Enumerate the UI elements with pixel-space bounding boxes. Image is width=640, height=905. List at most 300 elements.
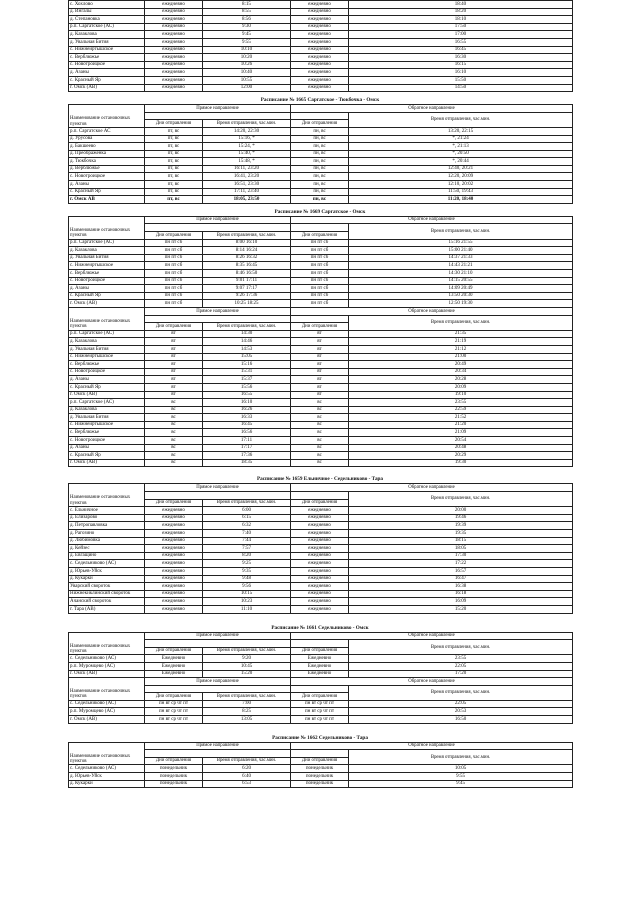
stop-cell: д. Степановка bbox=[69, 16, 145, 24]
stop-cell: р.п. Саргатское АС bbox=[69, 127, 145, 135]
table-row bbox=[69, 414, 573, 422]
table-row bbox=[69, 181, 573, 189]
table-row bbox=[69, 31, 573, 39]
back-days-cell: ежедневно bbox=[291, 8, 349, 16]
forward-days-cell: вс bbox=[145, 406, 203, 414]
stop-cell: с. Красный Яр bbox=[69, 76, 145, 84]
back-days-cell: пн пт сб bbox=[291, 285, 349, 293]
forward-direction-header: Прямое направление bbox=[145, 307, 291, 315]
back-direction-header: Обратное направление bbox=[291, 632, 573, 640]
forward-days-header: Дни отправления bbox=[145, 323, 203, 331]
forward-time-cell: 9:35 bbox=[203, 567, 291, 575]
back-time-cell: 15:00 21:40 bbox=[349, 247, 573, 255]
back-days-cell: ежедневно bbox=[291, 530, 349, 538]
schedule-table-1662 bbox=[68, 742, 573, 789]
stop-cell: д. Азаны bbox=[69, 69, 145, 77]
table-row bbox=[69, 708, 573, 716]
table-row bbox=[69, 376, 573, 384]
back-days-cell: пн, вс bbox=[291, 165, 349, 173]
back-time-cell: 18:10 bbox=[349, 16, 573, 24]
back-time-cell: 14:09 20:49 bbox=[349, 285, 573, 293]
stop-cell: г. Омск (АВ) bbox=[69, 84, 145, 92]
table-row bbox=[69, 383, 573, 391]
back-time-cell: 14:43 21:21 bbox=[349, 262, 573, 270]
back-days-cell: пн пт сб bbox=[291, 247, 349, 255]
table-row bbox=[69, 188, 573, 196]
table-row bbox=[69, 507, 573, 515]
back-time-cell: 20:28 bbox=[349, 376, 573, 384]
header-spacer bbox=[145, 750, 291, 758]
forward-time-cell: 16:11, 23:20 bbox=[203, 165, 291, 173]
back-time-cell: 18:05 bbox=[349, 545, 573, 553]
back-days-cell: ежедневно bbox=[291, 583, 349, 591]
stop-cell: д. Преображенка bbox=[69, 150, 145, 158]
table-row bbox=[69, 285, 573, 293]
header-spacer bbox=[145, 492, 291, 500]
forward-time-cell: 9:20 bbox=[203, 655, 291, 663]
schedule-table-1661 bbox=[68, 632, 573, 724]
schedule-title-1662: Расписание № 1662 Седельниково - Тара bbox=[272, 734, 368, 741]
stop-cell: д. Кукарки bbox=[69, 575, 145, 583]
forward-days-cell: ежедневно bbox=[145, 84, 203, 92]
back-direction-header: Обратное направление bbox=[291, 742, 573, 750]
forward-time-cell: 9:01 17:11 bbox=[203, 277, 291, 285]
forward-direction-header: Прямое направление bbox=[145, 105, 291, 113]
back-time-cell: 21:19 bbox=[349, 338, 573, 346]
forward-days-cell: ежедневно bbox=[145, 61, 203, 69]
stop-cell: с. Красный Яр bbox=[69, 188, 145, 196]
back-time-cell: 12:40, 20:21 bbox=[349, 165, 573, 173]
stop-cell: с. Нижнеиртышское bbox=[69, 262, 145, 270]
table-row bbox=[69, 262, 573, 270]
schedule-title-1669: Расписание № 1669 Саргатское - Омск bbox=[274, 208, 366, 215]
back-days-cell: понедельник bbox=[291, 765, 349, 773]
back-days-cell: ежедневно bbox=[291, 514, 349, 522]
forward-direction-header: Прямое направление bbox=[145, 216, 291, 224]
back-days-cell: вс bbox=[291, 421, 349, 429]
forward-days-cell: вт bbox=[145, 361, 203, 369]
back-days-cell: вт bbox=[291, 338, 349, 346]
back-time-cell: 14:30 21:10 bbox=[349, 270, 573, 278]
back-days-cell: ежедневно bbox=[291, 545, 349, 553]
back-time-cell: 15:16 21:55 bbox=[349, 239, 573, 247]
forward-time-cell: 10:10 bbox=[203, 46, 291, 54]
forward-time-cell: 9:26 17:36 bbox=[203, 292, 291, 300]
back-time-cell: 22:05 bbox=[349, 700, 573, 708]
forward-days-cell: Ежедневно bbox=[145, 662, 203, 670]
stop-column-header: Наименование остановочных пунктов bbox=[69, 307, 145, 330]
stop-cell: р.п. Муромцево (АС) bbox=[69, 662, 145, 670]
forward-days-cell: пн пт сб bbox=[145, 285, 203, 293]
table-row bbox=[69, 437, 573, 445]
stop-cell: д. Кейзес bbox=[69, 545, 145, 553]
back-days-cell: вт bbox=[291, 345, 349, 353]
table-row bbox=[69, 158, 573, 166]
forward-time-cell: 15:24, * bbox=[203, 143, 291, 151]
header-spacer bbox=[145, 315, 291, 323]
stop-cell: д. Казаклова bbox=[69, 406, 145, 414]
back-time-cell: 14:50 bbox=[349, 84, 573, 92]
forward-time-cell: 8:46 16:50 bbox=[203, 270, 291, 278]
forward-time-cell: 15:40, * bbox=[203, 150, 291, 158]
header-row bbox=[69, 632, 573, 640]
table-row bbox=[69, 38, 573, 46]
stop-cell: д. Юрьев-Уйск bbox=[69, 567, 145, 575]
back-days-cell: вт bbox=[291, 368, 349, 376]
table-row bbox=[69, 530, 573, 538]
stop-cell: г. Омск (АВ) bbox=[69, 459, 145, 467]
forward-time-cell: 18:05, 23:50 bbox=[203, 196, 291, 204]
forward-time-header: Время отправления, час.мин. bbox=[203, 323, 291, 331]
back-days-cell: вт bbox=[291, 383, 349, 391]
header-row bbox=[69, 112, 573, 120]
stop-cell: д. Ингалы bbox=[69, 8, 145, 16]
forward-days-header: Дни отправления bbox=[145, 120, 203, 128]
stop-cell: с. Новотроицкое bbox=[69, 61, 145, 69]
forward-time-cell: 9:56 bbox=[203, 583, 291, 591]
back-days-cell: вт bbox=[291, 391, 349, 399]
back-time-cell: 16:57 bbox=[349, 567, 573, 575]
back-time-header: Время отправления, час.мин. bbox=[349, 224, 573, 239]
back-days-cell: пн, вс bbox=[291, 143, 349, 151]
back-days-cell: ежедневно bbox=[291, 560, 349, 568]
forward-time-cell: 7:40 bbox=[203, 530, 291, 538]
back-days-cell: пн, вс bbox=[291, 196, 349, 204]
back-time-cell: *, 21:13 bbox=[349, 143, 573, 151]
header-spacer bbox=[291, 685, 349, 693]
back-days-cell: понедельник bbox=[291, 773, 349, 781]
stop-cell: с. Ельничное bbox=[69, 507, 145, 515]
schedule-title-1659: Расписание № 1659 Ельничное - Седельниково - Тара bbox=[256, 476, 384, 483]
stop-cell: с. Верблюжье bbox=[69, 54, 145, 62]
back-days-cell: ежедневно bbox=[291, 54, 349, 62]
stop-column-header: Наименование остановочных пунктов bbox=[69, 216, 145, 239]
back-days-cell: ежедневно bbox=[291, 522, 349, 530]
back-days-cell: вс bbox=[291, 444, 349, 452]
table-row bbox=[69, 61, 573, 69]
back-days-cell: ежедневно bbox=[291, 23, 349, 31]
back-days-cell: вс bbox=[291, 429, 349, 437]
forward-time-cell: 16:51, 23:30 bbox=[203, 181, 291, 189]
back-days-cell: ежедневно bbox=[291, 16, 349, 24]
stop-cell: д. Евгащино bbox=[69, 552, 145, 560]
table-row bbox=[69, 196, 573, 204]
stop-cell: с. Верблюжье bbox=[69, 429, 145, 437]
forward-days-cell: понедельник bbox=[145, 765, 203, 773]
back-days-cell: ежедневно bbox=[291, 38, 349, 46]
forward-days-cell: ежедневно bbox=[145, 8, 203, 16]
forward-days-cell: пн пт сб bbox=[145, 239, 203, 247]
stop-cell: д. Любимовка bbox=[69, 537, 145, 545]
back-days-header: Дни отправления bbox=[291, 499, 349, 507]
schedule-title-1661: Расписание № 1661 Седельниково - Омск bbox=[271, 624, 369, 631]
forward-days-cell: ежедневно bbox=[145, 605, 203, 613]
back-days-cell: пн, вс bbox=[291, 173, 349, 181]
back-time-cell: 21:09 bbox=[349, 429, 573, 437]
back-time-cell: 16:38 bbox=[349, 583, 573, 591]
forward-time-cell: 8:20 bbox=[203, 552, 291, 560]
back-time-cell: 19:39 bbox=[349, 522, 573, 530]
forward-time-cell: 15:05 bbox=[203, 353, 291, 361]
stop-cell: г. Омск (АВ) bbox=[69, 716, 145, 724]
back-days-cell: вт bbox=[291, 361, 349, 369]
header-spacer bbox=[291, 750, 349, 758]
forward-time-cell: 9:30 bbox=[203, 23, 291, 31]
back-days-cell: вс bbox=[291, 459, 349, 467]
table-row bbox=[69, 765, 573, 773]
forward-days-header: Дни отправления bbox=[145, 757, 203, 765]
back-days-cell: ежедневно bbox=[291, 567, 349, 575]
stop-cell: с. Нижнеиртышское bbox=[69, 421, 145, 429]
back-time-cell: 16:09 bbox=[349, 598, 573, 606]
forward-days-cell: пт, вс bbox=[145, 181, 203, 189]
forward-time-header: Время отправления, час.мин. bbox=[203, 499, 291, 507]
forward-days-cell: ежедневно bbox=[145, 1, 203, 9]
forward-time-cell: 8:35 16:45 bbox=[203, 262, 291, 270]
back-days-header: Дни отправления bbox=[291, 693, 349, 701]
back-time-cell: 20:29 bbox=[349, 452, 573, 460]
table-row bbox=[69, 537, 573, 545]
back-time-cell: 16:15 bbox=[349, 61, 573, 69]
header-spacer bbox=[145, 685, 291, 693]
forward-days-cell: вс bbox=[145, 399, 203, 407]
table-row bbox=[69, 270, 573, 278]
table-row bbox=[69, 127, 573, 135]
forward-days-cell: понедельник bbox=[145, 780, 203, 788]
table-row bbox=[69, 444, 573, 452]
stop-cell: с. Седельниково (АС) bbox=[69, 700, 145, 708]
table-row bbox=[69, 8, 573, 16]
forward-days-cell: пт, вс bbox=[145, 165, 203, 173]
back-days-header: Дни отправления bbox=[291, 757, 349, 765]
forward-time-cell: 9:45 bbox=[203, 31, 291, 39]
forward-days-cell: пт, вс bbox=[145, 127, 203, 135]
header-spacer bbox=[291, 112, 349, 120]
forward-days-cell: пн вт ср чт пт bbox=[145, 700, 203, 708]
forward-time-cell: 14:20, 22:30 bbox=[203, 127, 291, 135]
back-time-cell: 12:20, 20:09 bbox=[349, 173, 573, 181]
table-row bbox=[69, 300, 573, 308]
forward-time-cell: 10:45 bbox=[203, 662, 291, 670]
back-time-cell: 11:20, 18:40 bbox=[349, 196, 573, 204]
table-row bbox=[69, 429, 573, 437]
stop-column-header: Наименование остановочных пунктов bbox=[69, 632, 145, 655]
header-spacer bbox=[291, 315, 349, 323]
forward-time-cell: 15:48, * bbox=[203, 158, 291, 166]
back-days-cell: ежедневно bbox=[291, 537, 349, 545]
forward-time-cell: 10:55 bbox=[203, 76, 291, 84]
forward-days-cell: ежедневно bbox=[145, 54, 203, 62]
forward-time-cell: 15:16 bbox=[203, 361, 291, 369]
table-row bbox=[69, 552, 573, 560]
forward-time-cell: 16:33 bbox=[203, 414, 291, 422]
forward-time-cell: 16:45 bbox=[203, 421, 291, 429]
back-time-cell: 16:10 bbox=[349, 69, 573, 77]
back-days-cell: ежедневно bbox=[291, 61, 349, 69]
forward-time-cell: 10:25 18:25 bbox=[203, 300, 291, 308]
back-time-cell: 17:00 bbox=[349, 31, 573, 39]
back-days-cell: пн, вс bbox=[291, 135, 349, 143]
table-row bbox=[69, 239, 573, 247]
back-days-cell: пн пт сб bbox=[291, 270, 349, 278]
table-row bbox=[69, 605, 573, 613]
schedule-table-1665 bbox=[68, 104, 573, 204]
stop-cell: с. Новотроицкое bbox=[69, 437, 145, 445]
table-row bbox=[69, 54, 573, 62]
forward-time-cell: 17:17 bbox=[203, 444, 291, 452]
stop-cell: д. Урусова bbox=[69, 135, 145, 143]
back-direction-header: Обратное направление bbox=[291, 307, 573, 315]
header-spacer bbox=[145, 112, 291, 120]
back-time-cell: 17:20 bbox=[349, 670, 573, 678]
header-row bbox=[69, 484, 573, 492]
table-row bbox=[69, 23, 573, 31]
forward-time-cell: 12:00 bbox=[203, 84, 291, 92]
back-time-cell: 17:22 bbox=[349, 560, 573, 568]
forward-time-header: Время отправления, час.мин. bbox=[203, 693, 291, 701]
table-row bbox=[69, 522, 573, 530]
stop-cell: Ачанский свороток bbox=[69, 598, 145, 606]
header-row bbox=[69, 678, 573, 686]
back-time-cell: *, 21:24 bbox=[349, 135, 573, 143]
stop-cell: д. Елизарово bbox=[69, 514, 145, 522]
stop-cell: р.п. Саргатское (АС) bbox=[69, 23, 145, 31]
stop-cell: д. Увальная Бития bbox=[69, 345, 145, 353]
forward-time-cell: 6:32 bbox=[203, 522, 291, 530]
table-row bbox=[69, 135, 573, 143]
forward-time-header: Время отправления, час.мин. bbox=[203, 120, 291, 128]
forward-time-cell: 14:53 bbox=[203, 345, 291, 353]
header-spacer bbox=[145, 640, 291, 648]
back-time-cell: 15:50 bbox=[349, 76, 573, 84]
back-time-cell: 22:59 bbox=[349, 406, 573, 414]
back-time-cell: 10:05 bbox=[349, 765, 573, 773]
forward-time-cell: 6:20 bbox=[203, 765, 291, 773]
forward-time-cell: 17:11, 23:40 bbox=[203, 188, 291, 196]
stop-column-header: Наименование остановочных пунктов bbox=[69, 742, 145, 765]
forward-direction-header: Прямое направление bbox=[145, 742, 291, 750]
stop-cell: р.п. Саргатское (АС) bbox=[69, 399, 145, 407]
forward-time-cell: 6:40 bbox=[203, 773, 291, 781]
forward-days-cell: ежедневно bbox=[145, 507, 203, 515]
table-row bbox=[69, 780, 573, 788]
back-time-cell: 13:20, 22:15 bbox=[349, 127, 573, 135]
back-time-cell: 16:45 bbox=[349, 46, 573, 54]
table-row bbox=[69, 421, 573, 429]
table-row bbox=[69, 514, 573, 522]
forward-time-cell: 16:10 bbox=[203, 399, 291, 407]
table-row bbox=[69, 277, 573, 285]
back-time-cell: 9:45 bbox=[349, 780, 573, 788]
back-time-cell: 22:05 bbox=[349, 662, 573, 670]
back-days-cell: пн вт ср чт пт bbox=[291, 716, 349, 724]
forward-time-cell: 8:56 bbox=[203, 16, 291, 24]
forward-days-cell: вт bbox=[145, 368, 203, 376]
table-row bbox=[69, 716, 573, 724]
back-days-cell: пн пт сб bbox=[291, 262, 349, 270]
forward-days-cell: пн пт сб bbox=[145, 247, 203, 255]
forward-days-cell: ежедневно bbox=[145, 598, 203, 606]
forward-time-cell: 18:35 bbox=[203, 459, 291, 467]
stop-cell: Уварский свороток bbox=[69, 583, 145, 591]
back-days-cell: пн вт ср чт пт bbox=[291, 700, 349, 708]
forward-time-cell: 8:15 bbox=[203, 1, 291, 9]
table-row bbox=[69, 345, 573, 353]
forward-days-cell: ежедневно bbox=[145, 31, 203, 39]
stop-cell: д. Тюкбочка bbox=[69, 158, 145, 166]
back-days-cell: Ежедневно bbox=[291, 662, 349, 670]
back-days-cell: пн пт сб bbox=[291, 292, 349, 300]
forward-days-cell: вс bbox=[145, 459, 203, 467]
stop-cell: г. Омск (АВ) bbox=[69, 300, 145, 308]
forward-days-cell: пн пт сб bbox=[145, 277, 203, 285]
back-days-cell: пн, вс bbox=[291, 158, 349, 166]
forward-direction-header: Прямое направление bbox=[145, 484, 291, 492]
forward-time-cell: 7:00 bbox=[203, 700, 291, 708]
forward-days-cell: ежедневно bbox=[145, 522, 203, 530]
forward-time-header: Время отправления, час.мин. bbox=[203, 232, 291, 240]
back-days-cell: ежедневно bbox=[291, 76, 349, 84]
table-row bbox=[69, 338, 573, 346]
back-time-cell: 16:50 bbox=[349, 716, 573, 724]
back-time-header: Время отправления, час.мин. bbox=[349, 640, 573, 655]
stop-cell: г. Тара (АВ) bbox=[69, 605, 145, 613]
back-time-header: Время отправления, час.мин. bbox=[349, 685, 573, 700]
back-days-header: Дни отправления bbox=[291, 647, 349, 655]
table-row bbox=[69, 583, 573, 591]
back-time-cell: 23:55 bbox=[349, 655, 573, 663]
forward-direction-header: Прямое направление bbox=[145, 632, 291, 640]
stop-cell: д. Казаклова bbox=[69, 338, 145, 346]
forward-time-cell: 7:44 bbox=[203, 537, 291, 545]
stop-column-header: Наименование остановочных пунктов bbox=[69, 105, 145, 128]
table-row bbox=[69, 292, 573, 300]
back-time-cell: 20:34 bbox=[349, 368, 573, 376]
table-row bbox=[69, 655, 573, 663]
stop-cell: д. Петропавловка bbox=[69, 522, 145, 530]
table-row bbox=[69, 590, 573, 598]
stop-cell: д. Кукарки bbox=[69, 780, 145, 788]
header-row bbox=[69, 685, 573, 693]
table-row bbox=[69, 459, 573, 467]
forward-time-cell: 8:26 16:32 bbox=[203, 254, 291, 262]
back-time-cell: 20:09 bbox=[349, 383, 573, 391]
stop-cell: д. Азаны bbox=[69, 181, 145, 189]
forward-days-cell: пт, вс bbox=[145, 135, 203, 143]
forward-days-cell: пн вт ср чт пт bbox=[145, 708, 203, 716]
stop-cell: р.п. Саргатское (АС) bbox=[69, 239, 145, 247]
header-spacer bbox=[291, 640, 349, 648]
stop-column-header: Наименование остановочных пунктов bbox=[69, 484, 145, 507]
back-days-cell: понедельник bbox=[291, 780, 349, 788]
forward-time-cell: 10:26 bbox=[203, 61, 291, 69]
back-time-cell: 19:35 bbox=[349, 530, 573, 538]
forward-days-cell: вс bbox=[145, 414, 203, 422]
header-row bbox=[69, 750, 573, 758]
forward-time-cell: 16:41, 23:20 bbox=[203, 173, 291, 181]
table-row bbox=[69, 399, 573, 407]
stop-cell: д. Азаны bbox=[69, 444, 145, 452]
stop-cell: р.п. Саргатское (АС) bbox=[69, 330, 145, 338]
stop-cell: д. Азаны bbox=[69, 285, 145, 293]
stop-cell: г. Омск (АВ) bbox=[69, 391, 145, 399]
table-row bbox=[69, 16, 573, 24]
back-direction-header: Обратное направление bbox=[291, 678, 573, 686]
header-row bbox=[69, 315, 573, 323]
forward-days-cell: пт, вс bbox=[145, 196, 203, 204]
forward-days-cell: пн пт сб bbox=[145, 262, 203, 270]
back-time-cell: 17:30 bbox=[349, 552, 573, 560]
